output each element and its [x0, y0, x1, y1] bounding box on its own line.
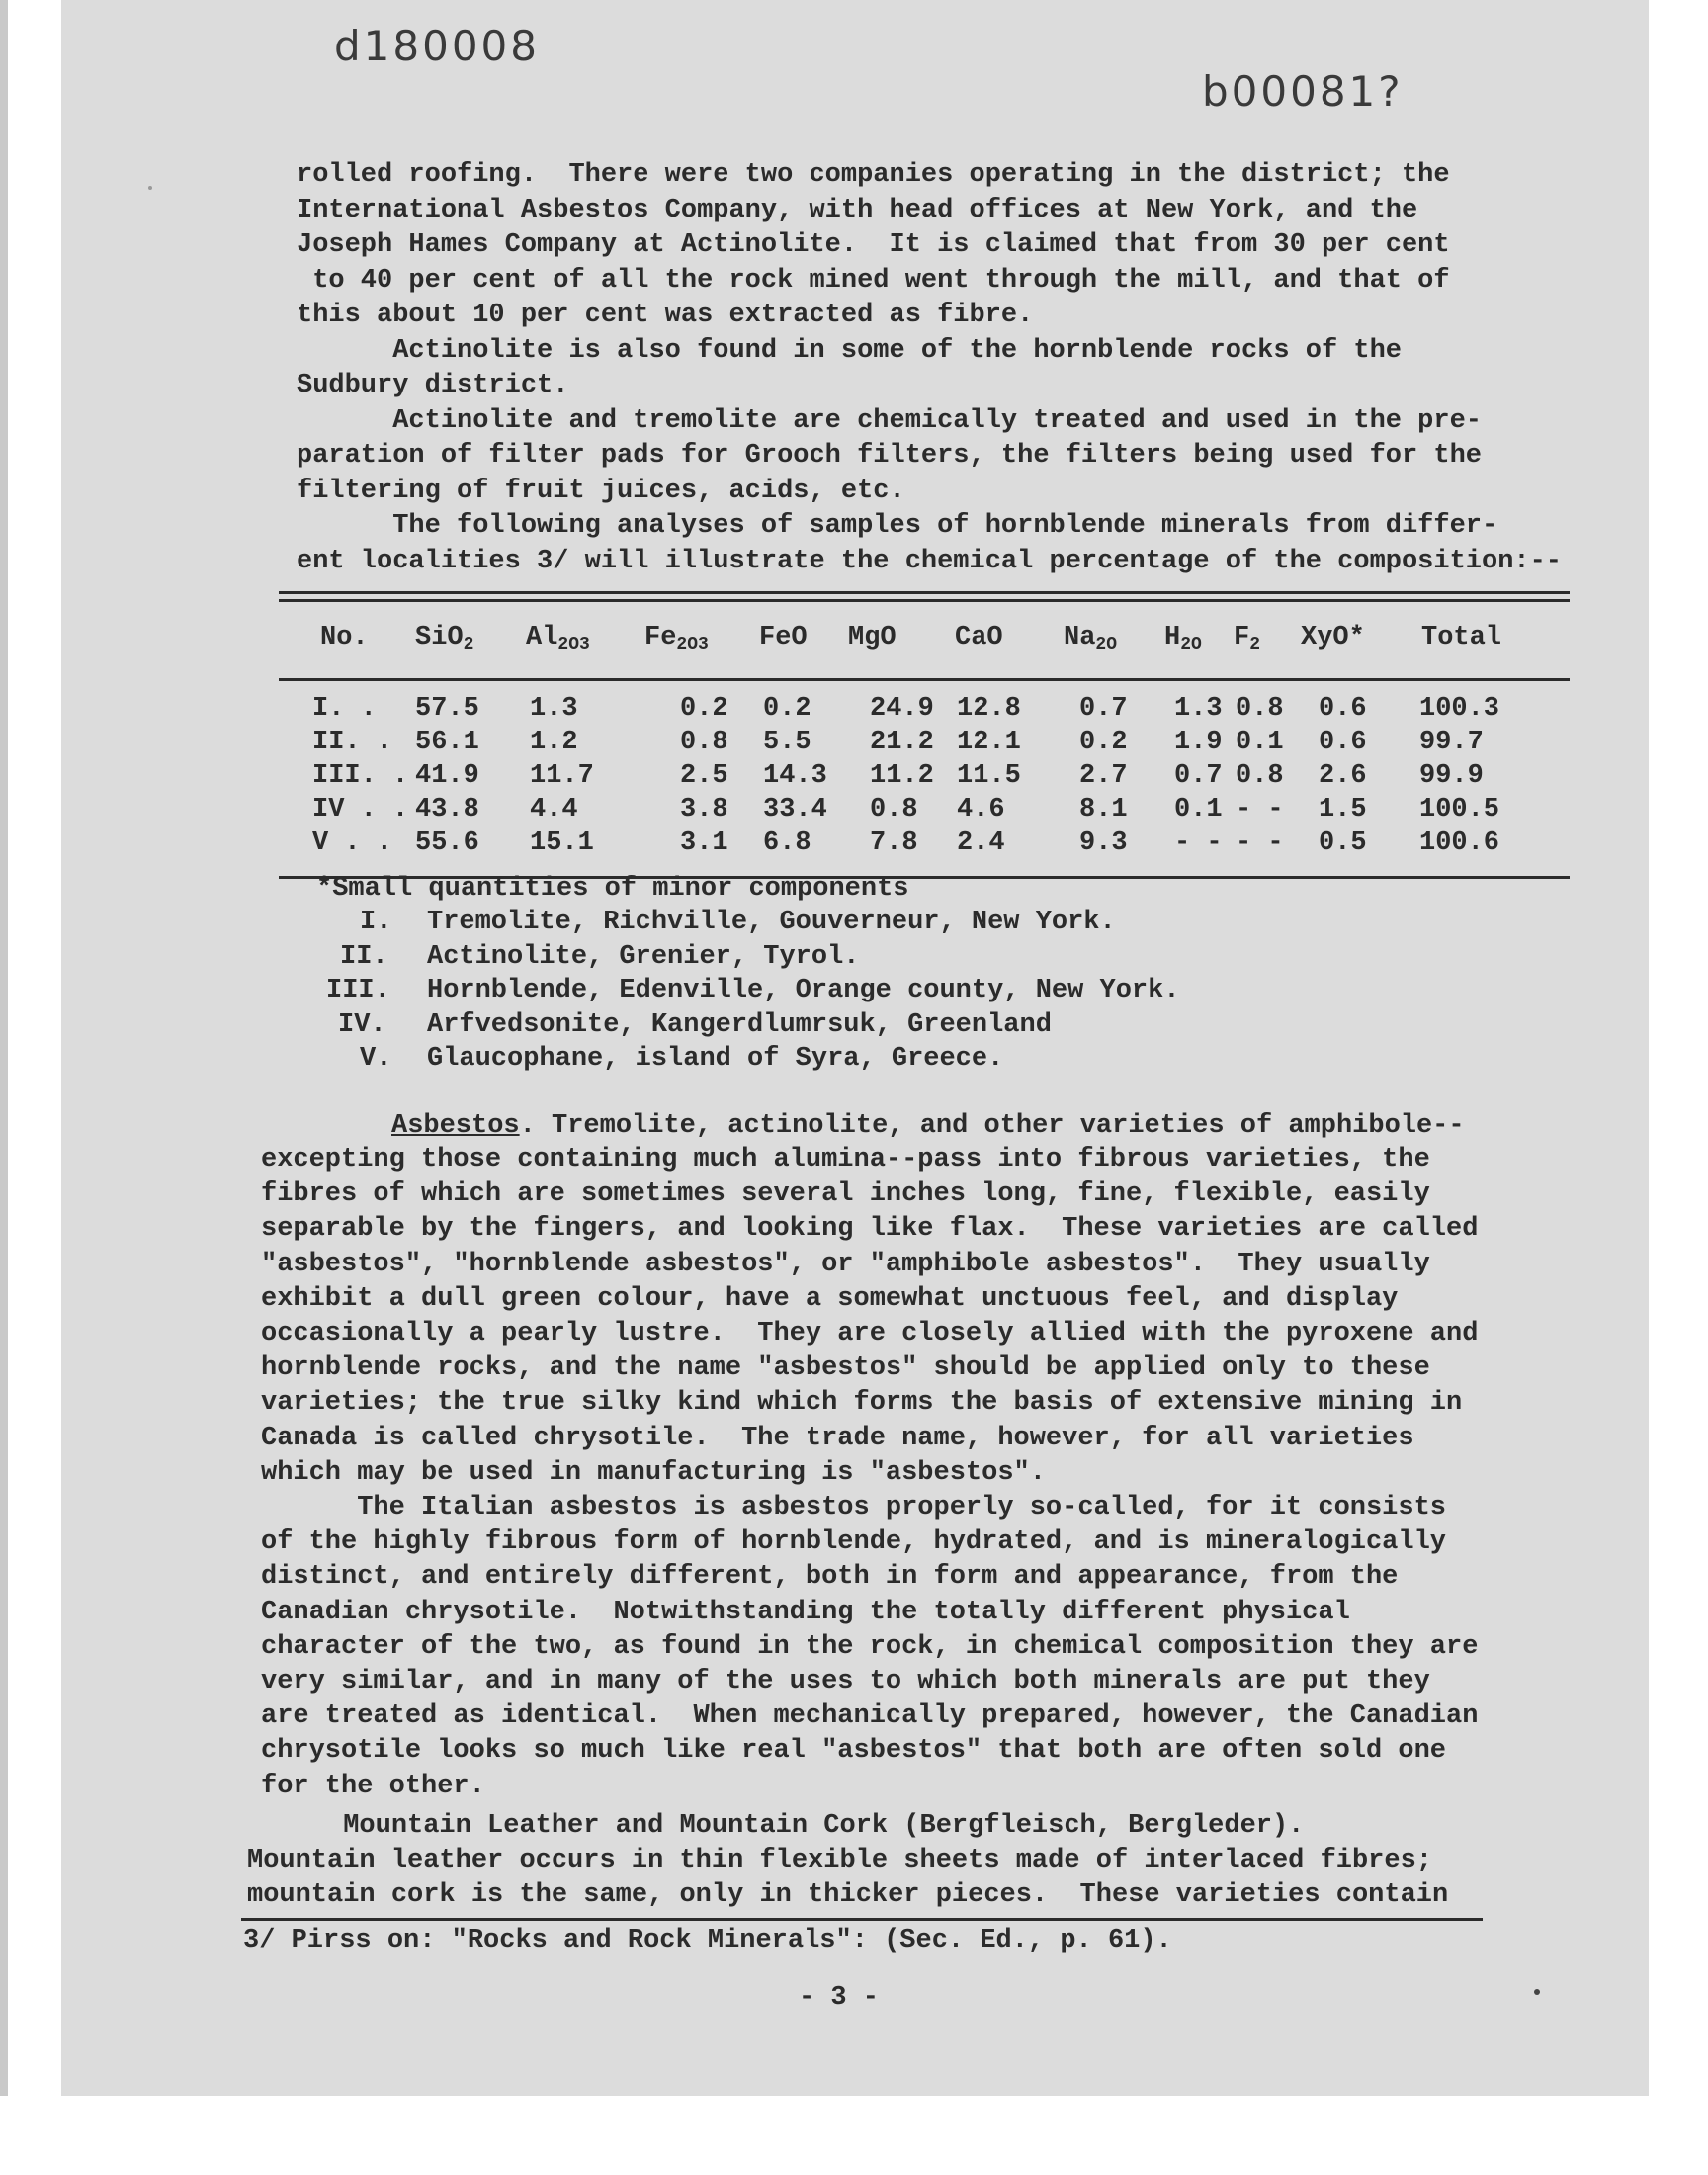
asbestos-first-line [391, 1111, 1465, 1141]
table-cell: 7.8 [870, 828, 918, 858]
locality-number: III. [326, 976, 390, 1005]
table-cell: 1.3 [530, 694, 578, 724]
table-cell: 4.6 [957, 795, 1005, 825]
table-cell: 55.6 [415, 828, 479, 858]
locality-text: Glaucophane, island of Syra, Greece. [427, 1044, 1004, 1074]
text-line: Actinolite is also found in some of the hornblende rocks of the [297, 335, 1402, 366]
table-cell: 99.9 [1419, 761, 1484, 791]
table-cell: 11.7 [530, 761, 594, 791]
footnote: 3/ Pirss on: "Rocks and Rock Minerals": (Sec. Ed., p. 61). [243, 1926, 1172, 1956]
speck-mark [1534, 1989, 1540, 1995]
text-line: "asbestos", "hornblende asbestos", or "amphibole asbestos". They usually [261, 1249, 1430, 1279]
table-cell: 24.9 [870, 694, 934, 724]
table-cell: 99.7 [1419, 728, 1484, 757]
table-cell: 1.5 [1319, 795, 1367, 825]
text-line: Actinolite and tremolite are chemically treated and used in the pre- [297, 405, 1482, 436]
text-line: for the other. [261, 1771, 485, 1801]
table-cell: 100.5 [1419, 795, 1500, 825]
table-cell: 21.2 [870, 728, 934, 757]
row-label: IV . . [312, 795, 409, 825]
text-line: excepting those containing much alumina--pass into fibrous varieties, the [261, 1145, 1430, 1174]
table-cell: 0.2 [1079, 728, 1128, 757]
text-line: which may be used in manufacturing is "asbestos". [261, 1457, 1046, 1488]
table-cell: 12.8 [957, 694, 1021, 724]
text-line: Canada is called chrysotile. The trade name, however, for all varieties [261, 1423, 1414, 1453]
text-line: Joseph Hames Company at Actinolite. It is claimed that from 30 per cent [297, 230, 1450, 260]
table-header-rule [279, 678, 1570, 681]
table-cell: 0.7 [1079, 694, 1128, 724]
text-line: separable by the fingers, and looking like flax. These varieties are called [261, 1214, 1479, 1245]
table-cell: 8.1 [1079, 795, 1128, 825]
doc-id-left: d180008 [334, 22, 540, 70]
table-cell: 2.6 [1319, 761, 1367, 791]
text-line: paration of filter pads for Grooch filters, the filters being used for the [297, 441, 1482, 471]
table-cell: 14.3 [763, 761, 827, 791]
row-label: II. . [312, 728, 393, 757]
table-cell: 0.2 [680, 694, 728, 724]
text-line: varieties; the true silky kind which forms the basis of extensive mining in [261, 1388, 1463, 1419]
table-cell: 2.7 [1079, 761, 1128, 791]
text-line: Mountain leather occurs in thin flexible sheets made of interlaced fibres; [247, 1846, 1432, 1875]
table-cell: 100.6 [1419, 828, 1500, 858]
text-line: Mountain Leather and Mountain Cork (Bergfleisch, Bergleder). [247, 1811, 1305, 1841]
table-cell: 0.8 [870, 795, 918, 825]
locality-number: II. [340, 941, 388, 972]
locality-number: V. [360, 1044, 392, 1074]
footnote-rule [241, 1918, 1483, 1921]
text-line: distinct, and entirely different, both in form and appearance, from the [261, 1562, 1399, 1593]
table-cell: 15.1 [530, 828, 594, 858]
table-cell: 9.3 [1079, 828, 1128, 858]
text-line: hornblende rocks, and the name "asbestos" should be applied only to these [261, 1353, 1430, 1384]
text-line: are treated as identical. When mechanically prepared, however, the Canadian [261, 1701, 1479, 1732]
text-line: Sudbury district. [297, 371, 569, 400]
table-top-rule [279, 591, 1570, 594]
doc-id-right: b00081? [1202, 67, 1404, 116]
table-cell: - - [1236, 795, 1284, 825]
asbestos-heading: Asbestos [391, 1111, 520, 1141]
column-header: No. [320, 623, 369, 652]
speck-mark-2 [148, 186, 152, 190]
locality-number: I. [360, 908, 392, 937]
locality-text: Tremolite, Richville, Gouverneur, New York. [427, 908, 1116, 937]
column-header: CaO [955, 623, 1003, 652]
sheet-edge [0, 0, 8, 2096]
text-line: Canadian chrysotile. Notwithstanding the totally different physical [261, 1597, 1350, 1627]
column-header: SiO2 [415, 623, 474, 654]
table-cell: 11.2 [870, 761, 934, 791]
table-cell: 0.6 [1319, 694, 1367, 724]
table-cell: 0.8 [1236, 694, 1284, 724]
table-cell: 2.4 [957, 828, 1005, 858]
text-line: occasionally a pearly lustre. They are closely allied with the pyroxene and [261, 1319, 1479, 1348]
row-label: V . . [312, 828, 393, 858]
column-header: Total [1421, 623, 1502, 652]
text-line: this about 10 per cent was extracted as fibre. [297, 301, 1034, 330]
table-cell: 100.3 [1419, 694, 1500, 724]
row-label: I. . [312, 694, 377, 724]
text-line: mountain cork is the same, only in thicker pieces. These varieties contain [247, 1880, 1449, 1910]
table-cell: 0.1 [1174, 795, 1223, 825]
table-cell: 4.4 [530, 795, 578, 825]
table-cell: 0.8 [680, 728, 728, 757]
table-cell: 1.2 [530, 728, 578, 757]
column-header: H2O [1164, 623, 1202, 654]
text-line: fibres of which are sometimes several inches long, fine, flexible, easily [261, 1179, 1430, 1210]
table-cell: 12.1 [957, 728, 1021, 757]
table-cell: 0.1 [1236, 728, 1284, 757]
table-cell: - - [1174, 828, 1223, 858]
column-header: MgO [848, 623, 897, 652]
page-number: - 3 - [799, 1983, 880, 2013]
table-cell: 0.7 [1174, 761, 1223, 791]
table-cell: 1.9 [1174, 728, 1223, 757]
text-line: The following analyses of samples of hornblende minerals from differ- [297, 511, 1498, 541]
column-header: Na2O [1064, 623, 1118, 654]
table-cell: 56.1 [415, 728, 479, 757]
locality-number: IV. [338, 1009, 386, 1040]
text-line: character of the two, as found in the rock, in chemical composition they are [261, 1631, 1479, 1662]
text-line: International Asbestos Company, with head offices at New York, and the [297, 195, 1418, 225]
text-line: rolled roofing. There were two companies operating in the district; the [297, 160, 1450, 190]
text-line: ent localities 3/ will illustrate the chemical percentage of the composition:-- [297, 546, 1563, 576]
text-line: filtering of fruit juices, acids, etc. [297, 476, 905, 506]
locality-text: Actinolite, Grenier, Tyrol. [427, 941, 860, 972]
table-cell: 0.6 [1319, 728, 1367, 757]
column-header: FeO [759, 623, 808, 652]
locality-text: Hornblende, Edenville, Orange county, New York. [427, 976, 1180, 1005]
table-cell: 5.5 [763, 728, 811, 757]
table-cell: 0.2 [763, 694, 811, 724]
table-cell: 43.8 [415, 795, 479, 825]
column-header: XyO* [1301, 623, 1365, 652]
table-top-rule-2 [279, 599, 1570, 602]
column-header: F2 [1234, 623, 1261, 654]
table-cell: 57.5 [415, 694, 479, 724]
text-line: chrysotile looks so much like real "asbestos" that both are often sold one [261, 1736, 1446, 1767]
asbestos-first-line-text: . Tremolite, actinolite, and other varieties of amphibole-- [519, 1111, 1465, 1141]
table-cell: 3.1 [680, 828, 728, 858]
table-cell: 11.5 [957, 761, 1021, 791]
table-cell: 33.4 [763, 795, 827, 825]
column-header: Al2O3 [526, 623, 590, 654]
table-cell: 1.3 [1174, 694, 1223, 724]
table-cell: - - [1236, 828, 1284, 858]
text-line: of the highly fibrous form of hornblende, hydrated, and is mineralogically [261, 1527, 1446, 1558]
table-cell: 0.5 [1319, 828, 1367, 858]
table-cell: 2.5 [680, 761, 728, 791]
table-cell: 0.8 [1236, 761, 1284, 791]
table-cell: 6.8 [763, 828, 811, 858]
locality-text: Arfvedsonite, Kangerdlumrsuk, Greenland [427, 1009, 1052, 1040]
text-line: to 40 per cent of all the rock mined went through the mill, and that of [297, 265, 1450, 296]
text-line: very similar, and in many of the uses to which both minerals are put they [261, 1667, 1430, 1696]
table-cell: 41.9 [415, 761, 479, 791]
text-line: exhibit a dull green colour, have a somewhat unctuous feel, and display [261, 1283, 1399, 1314]
table-cell: 3.8 [680, 795, 728, 825]
column-header: Fe2O3 [644, 623, 709, 654]
text-line: The Italian asbestos is asbestos properly so-called, for it consists [261, 1493, 1446, 1522]
row-label: III. . [312, 761, 409, 791]
table-footnote: *Small quantities of minor components [316, 874, 909, 904]
